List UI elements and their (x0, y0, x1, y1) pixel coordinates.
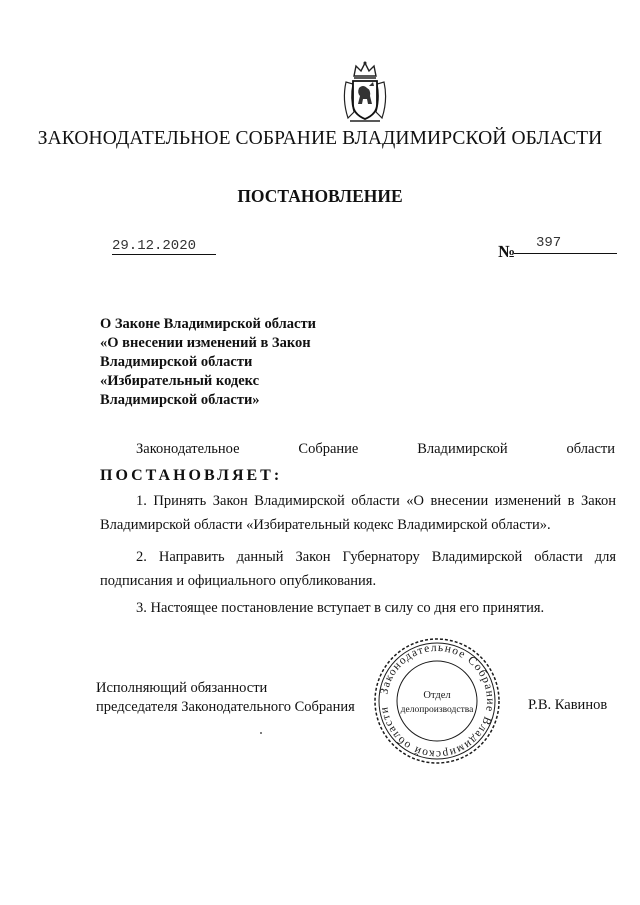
intro-word: Владимирской (417, 441, 508, 457)
subject-line: Владимирской области (100, 354, 253, 370)
paragraph-line: Владимирской области «Избирательный кодекс Владимирской области». (100, 517, 551, 533)
paragraph-3: 3. Настоящее постановление вступает в силу со дня его принятия. (136, 600, 545, 616)
signer-title-line: Исполняющий обязанности (96, 680, 268, 696)
decree-word: ПОСТАНОВЛЯЕТ: (100, 467, 283, 484)
intro-word: Собрание (298, 441, 359, 457)
document-date: 29.12.2020 (112, 239, 216, 255)
coat-of-arms-icon (340, 60, 390, 124)
document-subject (100, 315, 316, 410)
document-number: 397 (514, 233, 617, 254)
paragraph-2 (100, 545, 616, 593)
speck (260, 732, 262, 734)
subject-line: О Законе Владимирской области (100, 316, 316, 332)
stamp-center-line: делопроизводства (400, 705, 474, 715)
paragraph-line: 2. Направить данный Закон Губернатору Владимирской области для (136, 549, 616, 565)
subject-line: Владимирской области» (100, 392, 260, 408)
signer-title (96, 679, 355, 717)
paragraph-line: подписания и официального опубликования. (100, 573, 377, 589)
document-type: ПОСТАНОВЛЕНИЕ (237, 186, 403, 206)
stamp-ring-text: Законодательное Собрание Владимирской области (378, 641, 497, 761)
subject-line: «О внесении изменений в Закон (100, 335, 311, 351)
intro-line (136, 441, 615, 458)
subject-line: «Избирательный кодекс (100, 373, 260, 389)
organization-title: ЗАКОНОДАТЕЛЬНОЕ СОБРАНИЕ ВЛАДИМИРСКОЙ ОБЛАСТИ (37, 128, 603, 149)
paragraph-line: 1. Принять Закон Владимирской области «О внесении изменений в Закон (136, 493, 616, 509)
official-stamp (372, 636, 502, 766)
signer-title-line: председателя Законодательного Собрания (96, 699, 355, 715)
intro-word: Законодательное (136, 441, 240, 457)
intro-word: области (566, 441, 615, 457)
paragraph-1 (100, 489, 616, 537)
number-label: № (498, 242, 516, 261)
signer-name: Р.В. Кавинов (528, 697, 608, 713)
stamp-center-line: Отдел (423, 690, 451, 701)
